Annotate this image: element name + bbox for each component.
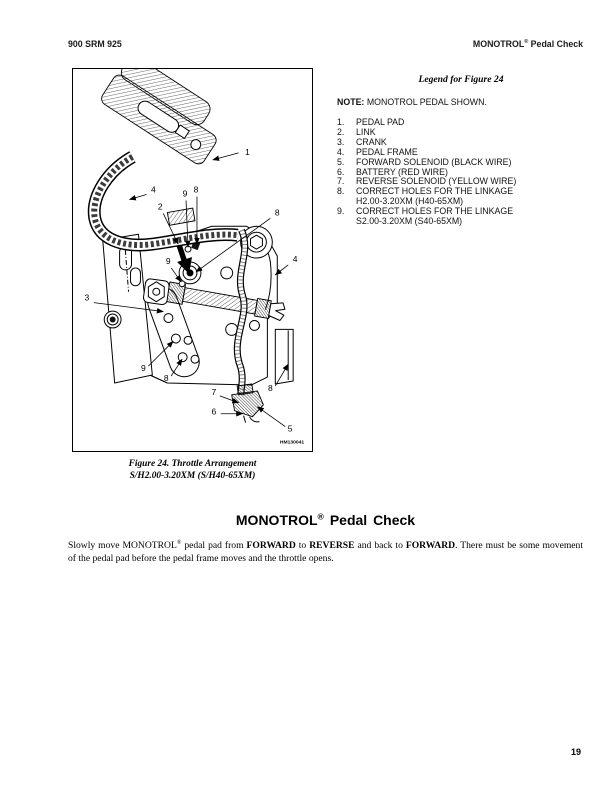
callout-number: 4 <box>292 253 298 264</box>
stop-art <box>167 208 195 225</box>
callout-number: 7 <box>211 386 217 397</box>
legend <box>337 74 585 227</box>
callout-number: 6 <box>211 406 217 417</box>
header-title-rest: Pedal Check <box>528 39 583 49</box>
callout-number: 8 <box>193 184 199 195</box>
legend-item: 6. BATTERY (RED WIRE) <box>337 166 448 177</box>
legend-note-text: MONOTROL PEDAL SHOWN. <box>364 97 487 107</box>
legend-note-label: NOTE: <box>337 97 365 107</box>
legend-item: 4. PEDAL FRAME <box>337 146 418 157</box>
figure-art-code: HM130041 <box>279 440 305 446</box>
callout-number: 2 <box>157 201 163 212</box>
registered-mark: ® <box>317 511 324 522</box>
section-title-rest: Pedal Check <box>323 512 416 529</box>
rod-end-bolt-art <box>143 278 170 305</box>
callout-number: 5 <box>287 423 293 434</box>
legend-item: 9. CORRECT HOLES FOR THE LINKAGE S2.00-3.20XM (S40-65XM) <box>337 206 514 227</box>
header-doc-number: 900 SRM 925 <box>68 39 122 49</box>
callout-number: 9 <box>141 363 146 374</box>
legend-item: 3. CRANK <box>337 136 387 147</box>
legend-item: 2. LINK <box>337 126 376 137</box>
legend-item: 1. PEDAL PAD <box>337 117 405 127</box>
figure-caption <box>72 459 313 482</box>
figure-caption-line1: Figure 24. Throttle Arrangement <box>128 459 257 469</box>
page-number: 19 <box>570 747 581 757</box>
callout-number: 4 <box>150 184 156 195</box>
body-paragraph: Slowly move MONOTROL® pedal pad from FORWARD to REVERSE and back to FORWARD. There must be some movement of the pedal pad before the pedal frame moves and the throttle opens. <box>68 539 584 564</box>
callout-leader <box>213 153 239 160</box>
linkage-hole <box>184 336 192 344</box>
callout-number: 9 <box>165 255 171 266</box>
legend-list <box>337 118 585 227</box>
legend-item: 7. REVERSE SOLENOID (YELLOW WIRE) <box>337 176 517 187</box>
figure-24-frame <box>72 68 313 452</box>
legend-note <box>337 97 585 107</box>
pedal-pad-art <box>99 69 232 167</box>
section-brand: MONOTROL <box>235 512 318 529</box>
callout-number: 8 <box>163 372 169 383</box>
header-brand: MONOTROL <box>472 39 525 49</box>
section-heading <box>68 512 583 528</box>
legend-title: Legend for Figure 24 <box>418 74 504 85</box>
callout-number: 8 <box>267 382 273 393</box>
legend-item: 5. FORWARD SOLENOID (BLACK WIRE) <box>337 156 512 167</box>
legend-item: 8. CORRECT HOLES FOR THE LINKAGE H2.00-3.20XM (H40-65XM) <box>337 186 514 207</box>
figure-caption-line2: S/H2.00-3.20XM (S/H40-65XM) <box>129 470 256 481</box>
callout-number: 8 <box>274 207 280 218</box>
callout-leader <box>257 407 285 427</box>
linkage-hole <box>191 355 199 363</box>
connector-art <box>232 384 264 423</box>
header-section-title <box>473 39 583 49</box>
figure-svg <box>73 69 312 451</box>
registered-mark: ® <box>524 39 529 46</box>
page-header <box>68 39 583 49</box>
callout-number: 1 <box>245 146 250 157</box>
callout-number: 3 <box>84 292 90 303</box>
pedal-arm-art <box>94 157 237 245</box>
callout-leader <box>130 195 147 200</box>
callout-number: 9 <box>182 188 188 199</box>
